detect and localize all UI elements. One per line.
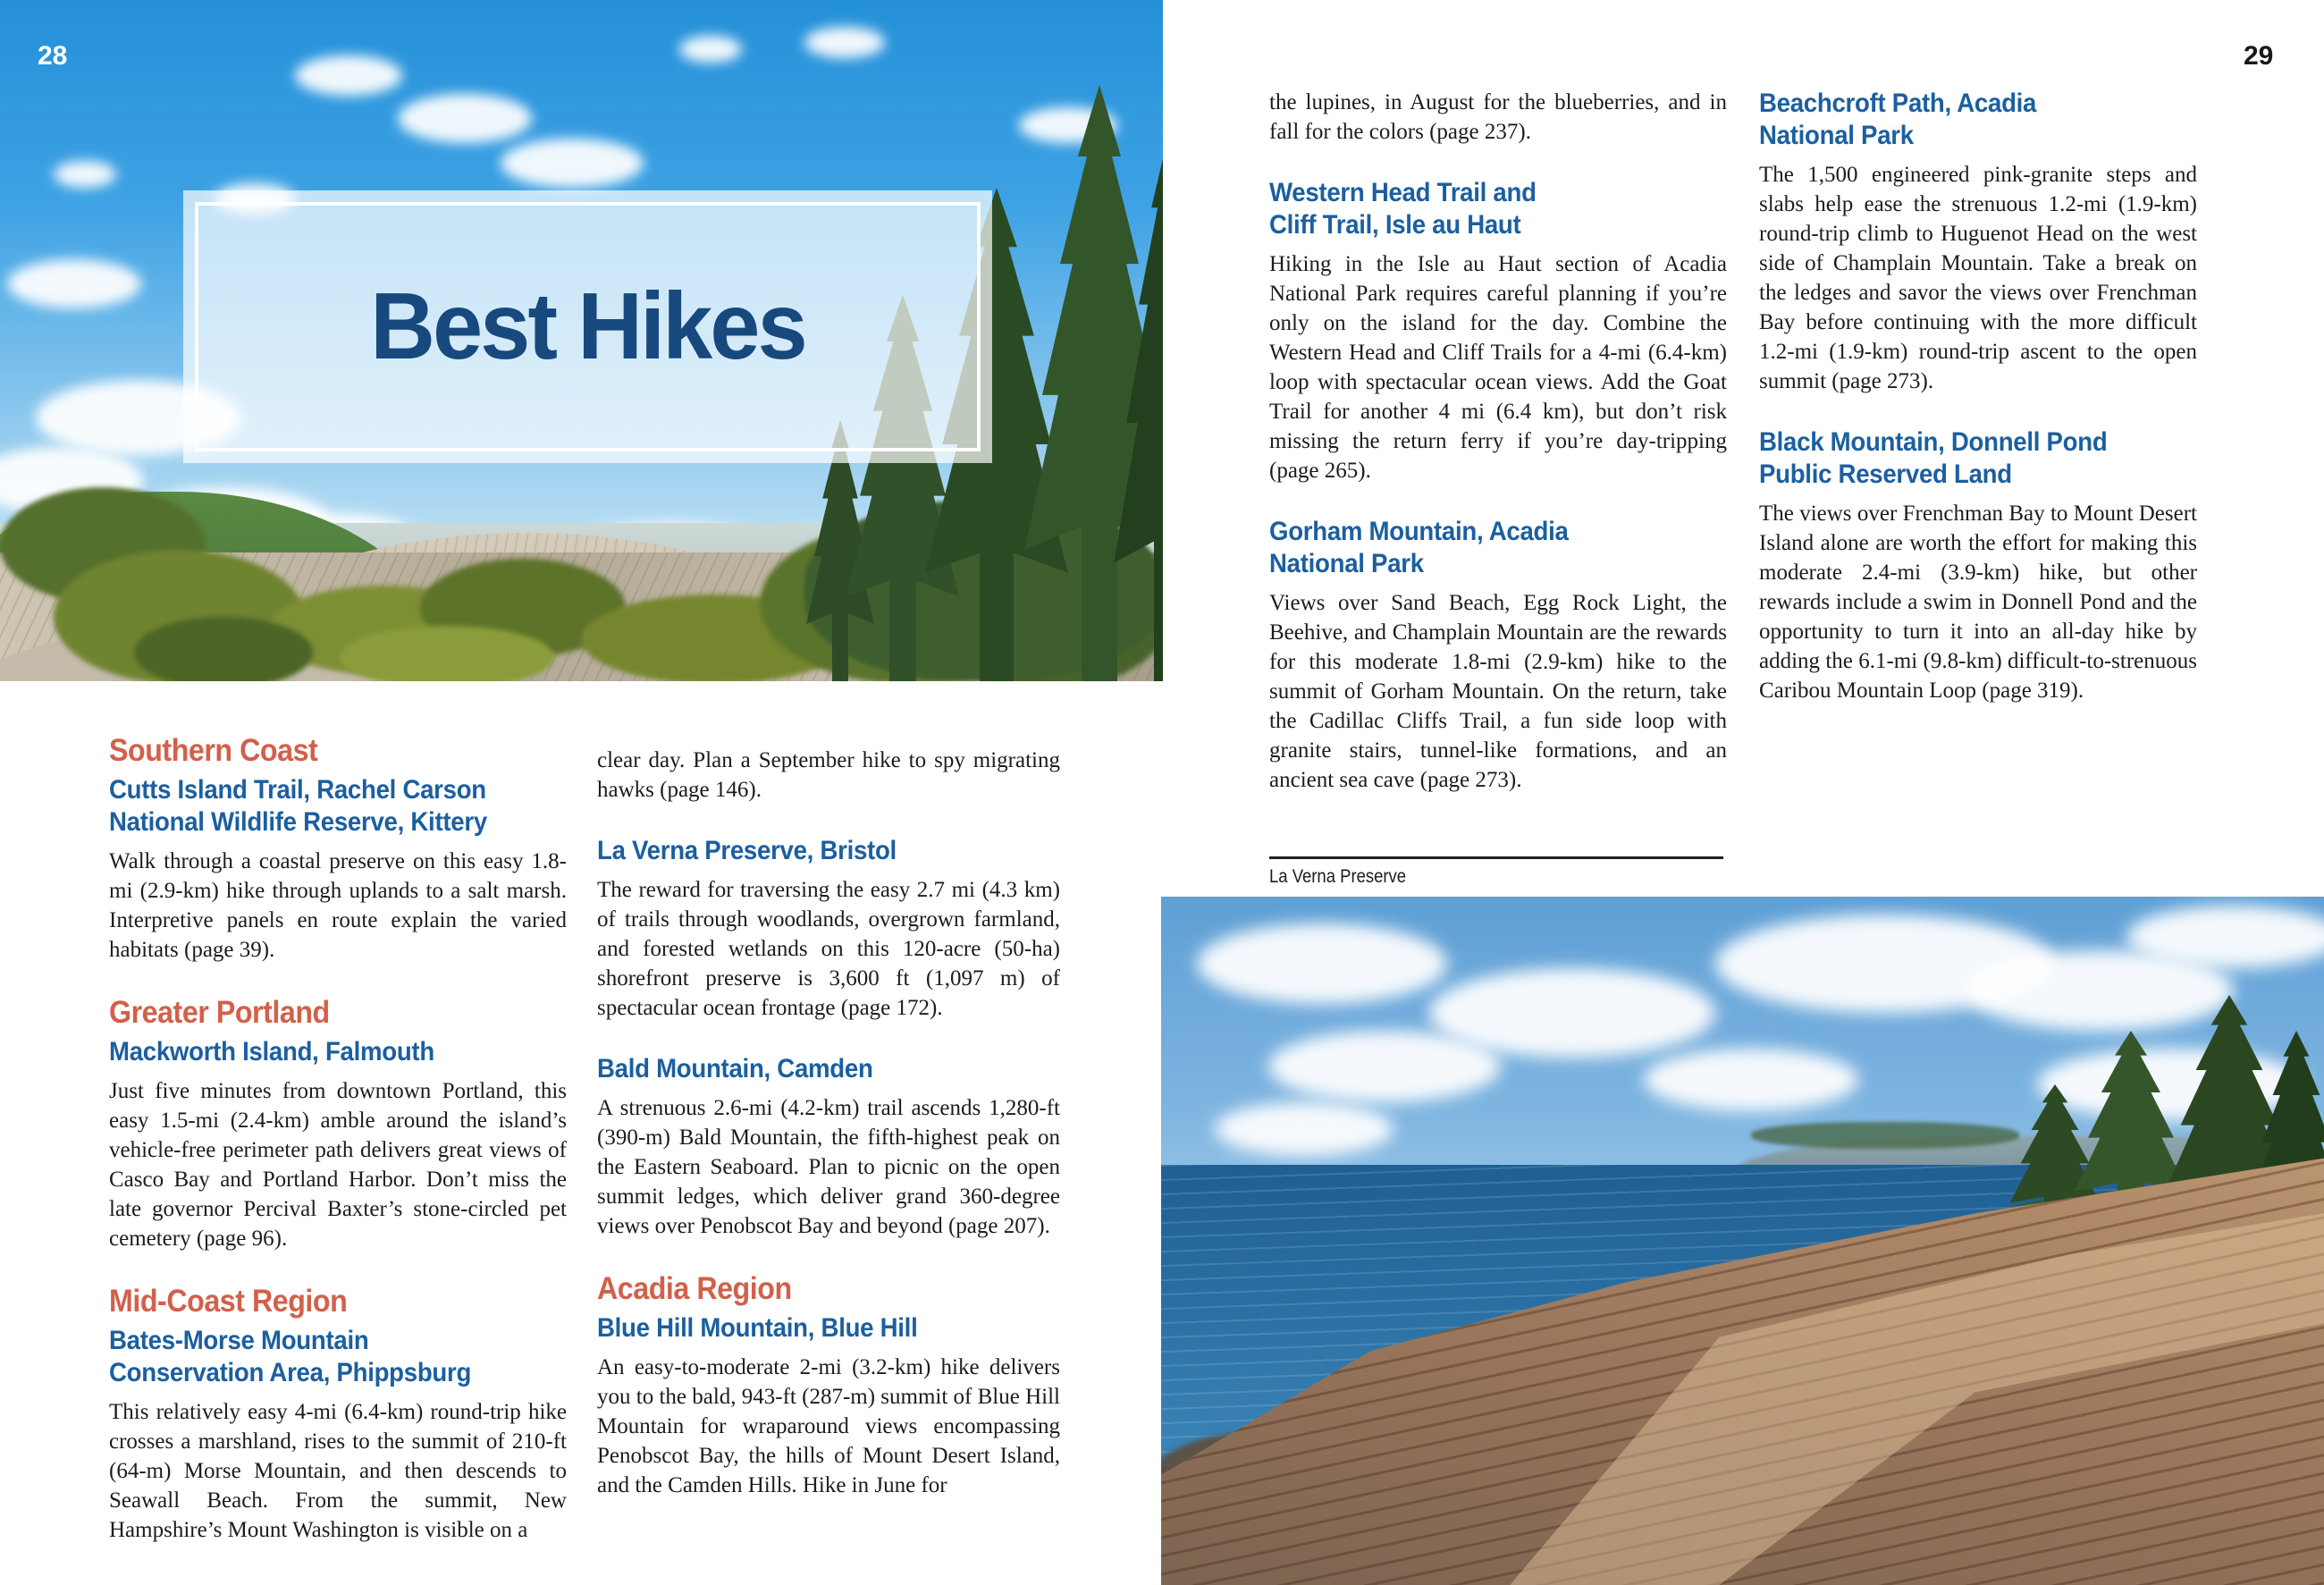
cloud	[398, 94, 532, 143]
cloud	[1215, 1102, 1394, 1156]
hike-subhead: Western Head Trail and Cliff Trail, Isle au Haut	[1269, 178, 1537, 240]
hike-paragraph: The views over Frenchman Bay to Mount Desert Island alone are worth the effort for making this moderate 2.4-mi (3.9-km) hike, but other rewards include a swim in Donnell Pond and the opportunity to turn it into an all-day hike by adding the 6.1-mi (9.8-km) difficult-to-strenuous Caribou Mountain Loop (page 319).	[1759, 502, 2197, 703]
hike-subhead: Blue Hill Mountain, Blue Hill	[597, 1313, 918, 1343]
hike-paragraph: Just five minutes from downtown Portland, this easy 1.5-mi (2.4-km) amble around the island’s vehicle-free perimeter path delivers great views of Casco Bay and Portland Harbor. Don’t miss the late governor Percival Baxter’s stone-circled pet cemetery (page 96).	[109, 1079, 567, 1251]
hike-subhead: Black Mountain, Donnell Pond Public Reserved Land	[1759, 427, 2108, 489]
hike-paragraph: An easy-to-moderate 2-mi (3.2-km) hike delivers you to the bald, 943-ft (287-m) summit of Blue Hill Mountain for wraparound views encompassing Penobscot Bay, the hills of Mount Desert Island, and the Camden Hills. Hike in June for	[597, 1355, 1060, 1497]
hike-paragraph: A strenuous 2.6-mi (4.2-km) trail ascends 1,280-ft (390-m) Bald Mountain, the fifth-highest peak on the Eastern Seaboard. Plan to picnic on the open summit ledges, which deliver grand 360-degree views over Penobscot Bay and beyond (page 207).	[597, 1096, 1060, 1238]
hike-subhead: Cutts Island Trail, Rachel Carson National Wildlife Reserve, Kittery	[109, 775, 487, 837]
cloud	[1197, 923, 1447, 1004]
hike-paragraph-continuation: the lupines, in August for the blueberries, and in fall for the colors (page 237).	[1269, 90, 1727, 144]
page-number-right: 29	[2244, 41, 2274, 71]
region-heading: Greater Portland	[109, 995, 330, 1030]
hike-paragraph: Views over Sand Beach, Egg Rock Light, the Beehive, and Champlain Mountain are the rewards for this moderate 1.8-mi (2.9-km) hike to the summit of Gorham Mountain. On the return, take the Cadillac Cliffs Trail, a fun side loop with granite stairs, tunnel-like formations, and an ancient sea cave (page 273).	[1269, 591, 1727, 792]
hike-paragraph: The 1,500 engineered pink-granite steps and slabs help ease the strenuous 1.2-mi (1.9-km) round-trip climb to Huguenot Head on the west side of Champlain Mountain. Take a break on the ledges and savor the views over Frenchman Bay before continuing with the more difficult 1.2-mi (1.9-km) round-trip ascent to the open summit (page 273).	[1759, 163, 2197, 393]
cloud	[501, 139, 644, 188]
la-verna-preserve-photo	[1161, 897, 2324, 1585]
left-page-column-1	[109, 733, 567, 1575]
hero-title-panel	[183, 190, 992, 463]
caption-rule	[1269, 856, 1723, 859]
right-page-column-2	[1759, 88, 2197, 736]
cloud	[804, 27, 885, 58]
hike-paragraph: Hiking in the Isle au Haut section of Acadia National Park requires careful planning if you’re only on the island for the day. Combine the Western Head and Cliff Trails for a 4-mi (6.4-km) loop with spectacular ocean views. Add the Goat Trail for another 4 mi (6.4 km), but don’t risk missing the return ferry if you’re day-tripping (page 265).	[1269, 252, 1727, 483]
hike-subhead: La Verna Preserve, Bristol	[597, 836, 897, 865]
shrub	[340, 626, 554, 681]
cloud	[1644, 1049, 1858, 1111]
hike-subhead: Bald Mountain, Camden	[597, 1054, 873, 1083]
hike-paragraph-continuation: clear day. Plan a September hike to spy migrating hawks (page 146).	[597, 748, 1060, 802]
cloud	[295, 55, 402, 96]
region-heading: Southern Coast	[109, 733, 318, 768]
cloud	[679, 36, 742, 63]
cloud	[7, 259, 141, 308]
right-page-column-1	[1269, 88, 1727, 825]
page-number-left: 28	[38, 41, 68, 71]
hike-subhead: Bates-Morse Mountain Conservation Area, Phippsburg	[109, 1326, 472, 1387]
hike-paragraph: This relatively easy 4-mi (6.4-km) round-trip hike crosses a marshland, rises to the summit of 210-ft (64-m) Morse Mountain, and then descends to Seawall Beach. From the summit, New Hampshire’s Mount Washington is visible on a	[109, 1400, 567, 1542]
hike-subhead: Gorham Mountain, Acadia National Park	[1269, 517, 1569, 578]
hike-paragraph: The reward for traversing the easy 2.7 mi (4.3 km) of trails through woodlands, overgrown farmland, and forested wetlands on this 120-acre (50-ha) shorefront preserve is 3,600 ft (1,097 m) of spectacular ocean frontage (page 172).	[597, 878, 1060, 1020]
region-heading: Mid-Coast Region	[109, 1284, 348, 1319]
cloud	[1268, 1031, 1501, 1102]
distant-trees	[1751, 1122, 2019, 1149]
hike-paragraph: Walk through a coastal preserve on this easy 1.8-mi (2.9-km) hike through uplands to a salt marsh. Interpretive panels en route explain the varied habitats (page 39).	[109, 849, 567, 962]
hike-subhead: Beachcroft Path, Acadia National Park	[1759, 89, 2037, 150]
region-heading: Acadia Region	[597, 1271, 792, 1306]
photo-caption: La Verna Preserve	[1269, 866, 1407, 887]
hike-subhead: Mackworth Island, Falmouth	[109, 1037, 434, 1067]
hero-photo	[0, 0, 1163, 681]
cloud	[54, 161, 116, 188]
shrub	[134, 617, 313, 681]
left-page-column-2	[597, 733, 1060, 1530]
book-section-title: Best Hikes	[370, 274, 805, 379]
